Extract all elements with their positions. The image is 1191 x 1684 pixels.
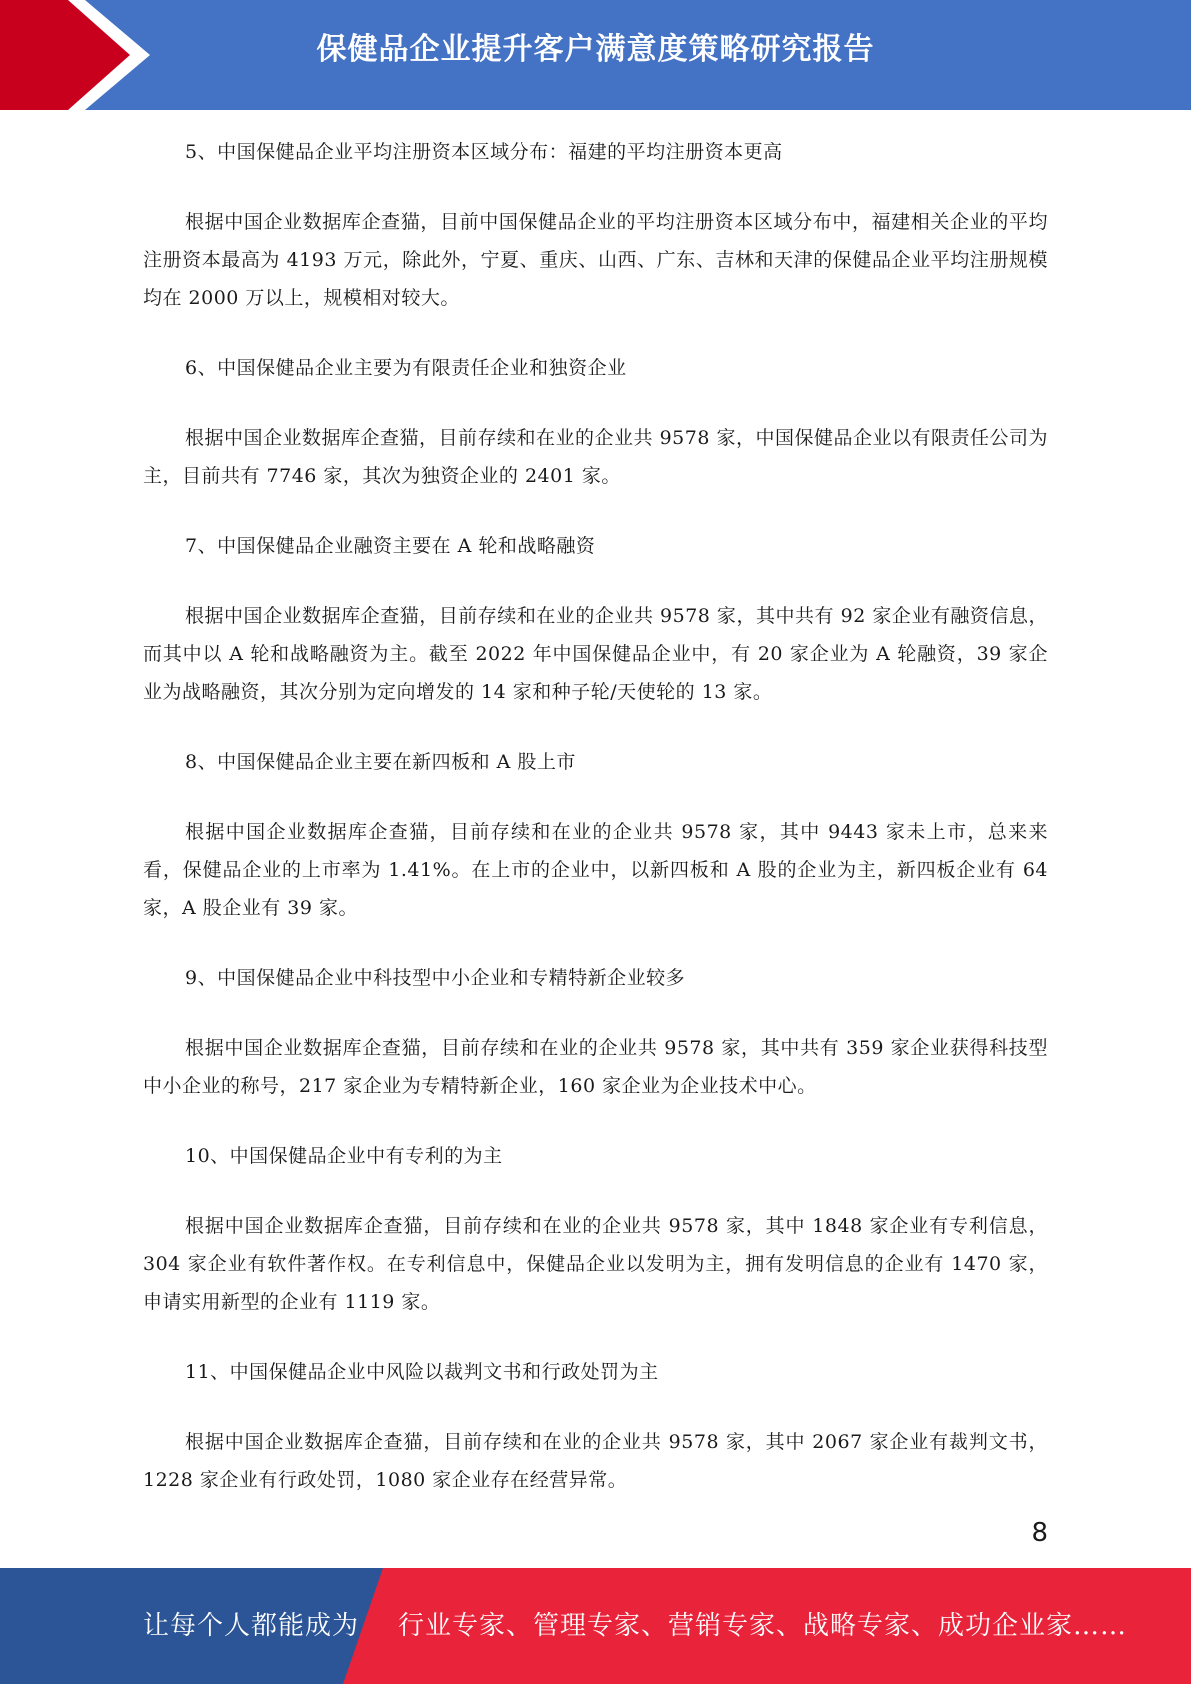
section-paragraph: 根据中国企业数据库企查猫，目前存续和在业的企业共 9578 家，中国保健品企业以有限责任公司为主，目前共有 7746 家，其次为独资企业的 2401 家。 xyxy=(143,427,1048,487)
section xyxy=(143,959,1048,1105)
footer-slogan-left: 让每个人都能成为 xyxy=(143,1611,360,1641)
section-heading: 5、中国保健品企业平均注册资本区域分布：福建的平均注册资本更高 xyxy=(185,141,783,163)
header-banner xyxy=(0,0,1191,110)
section xyxy=(143,1137,1048,1321)
footer-banner xyxy=(0,1568,1191,1684)
section xyxy=(143,1353,1048,1499)
section-paragraph: 根据中国企业数据库企查猫，目前存续和在业的企业共 9578 家，其中 1848 家企业有专利信息，304 家企业有软件著作权。在专利信息中，保健品企业以发明为主，拥有发明信息的企业有 1470 家，申请实用新型的企业有 1119 家。 xyxy=(143,1215,1048,1313)
section-heading: 6、中国保健品企业主要为有限责任企业和独资企业 xyxy=(185,357,627,379)
section-paragraph: 根据中国企业数据库企查猫，目前存续和在业的企业共 9578 家，其中 9443 家未上市，总来来看，保健品企业的上市率为 1.41%。在上市的企业中，以新四板和 A 股的企业为主，新四板企业有 64 家，A 股企业有 39 家。 xyxy=(143,821,1048,919)
section xyxy=(143,349,1048,495)
section-heading: 8、中国保健品企业主要在新四板和 A 股上市 xyxy=(185,751,576,773)
section-heading: 11、中国保健品企业中风险以裁判文书和行政处罚为主 xyxy=(185,1361,659,1383)
section-heading: 9、中国保健品企业中科技型中小企业和专精特新企业较多 xyxy=(185,967,686,989)
document-title: 保健品企业提升客户满意度策略研究报告 xyxy=(316,32,875,67)
section xyxy=(143,133,1048,317)
section-paragraph: 根据中国企业数据库企查猫，目前存续和在业的企业共 9578 家，其中共有 359 家企业获得科技型中小企业的称号，217 家企业为专精特新企业，160 家企业为企业技术中心。 xyxy=(143,1037,1048,1097)
footer-slogan-right: 行业专家、管理专家、营销专家、战略专家、成功企业家…… xyxy=(398,1611,1128,1641)
section-heading: 10、中国保健品企业中有专利的为主 xyxy=(185,1145,503,1167)
page-number: 8 xyxy=(1031,1518,1048,1548)
section-paragraph: 根据中国企业数据库企查猫，目前存续和在业的企业共 9578 家，其中 2067 家企业有裁判文书，1228 家企业有行政处罚，1080 家企业存在经营异常。 xyxy=(143,1431,1048,1491)
section-paragraph: 根据中国企业数据库企查猫，目前存续和在业的企业共 9578 家，其中共有 92 家企业有融资信息，而其中以 A 轮和战略融资为主。截至 2022 年中国保健品企业中，有 20 家企业为 A 轮融资，39 家企业为战略融资，其次分别为定向增发的 14 家和种子轮/天使轮的 13 家。 xyxy=(143,605,1048,703)
section xyxy=(143,527,1048,711)
section-paragraph: 根据中国企业数据库企查猫，目前中国保健品企业的平均注册资本区域分布中，福建相关企业的平均注册资本最高为 4193 万元，除此外，宁夏、重庆、山西、广东、吉林和天津的保健品企业平均注册规模均在 2000 万以上，规模相对较大。 xyxy=(143,211,1048,309)
document-body xyxy=(143,133,1048,1531)
section xyxy=(143,743,1048,927)
section-heading: 7、中国保健品企业融资主要在 A 轮和战略融资 xyxy=(185,535,596,557)
header-chevron-decoration xyxy=(0,0,160,110)
